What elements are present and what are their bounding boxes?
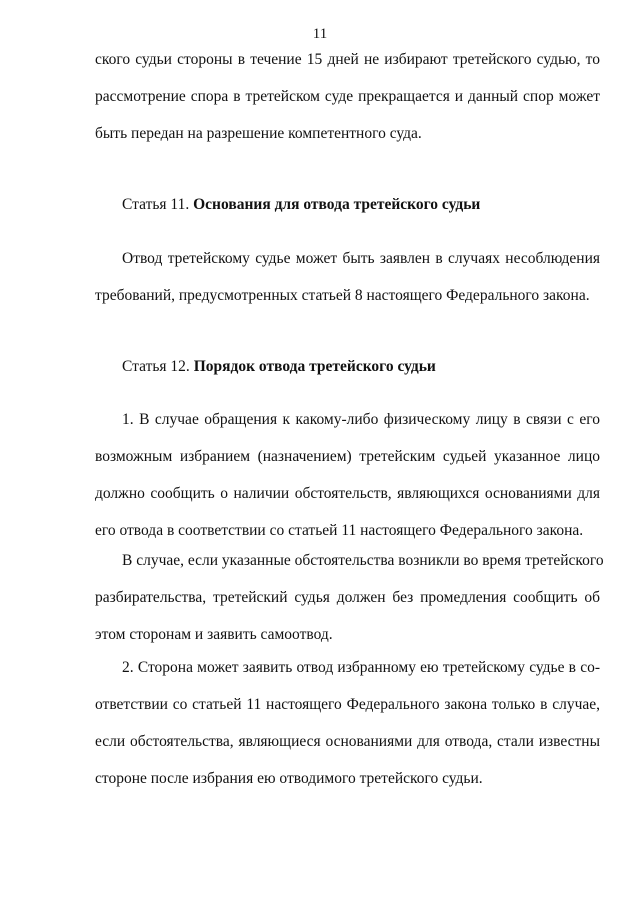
article-11-title: Основания для отвода третейского судьи <box>193 196 481 213</box>
paragraph-line: должно сообщить о наличии обстоятельств, являющихся основаниями для <box>95 485 600 502</box>
paragraph-line: Отвод третейскому судье может быть заявлен в случаях несоблюдения <box>122 250 600 267</box>
article-12-title: Порядок отвода третейского судьи <box>193 358 436 375</box>
article-12-paragraph-1 <box>95 410 600 558</box>
paragraph-line: разбирательства, третейский судья должен без промедления сообщить об <box>95 589 600 606</box>
article-11-prefix: Статья 11. <box>122 196 190 213</box>
article-12-prefix: Статья 12. <box>122 358 190 375</box>
paragraph-line: возможным избранием (назначением) третейским судьей указанное лицо <box>95 448 600 465</box>
paragraph-line: ского судьи стороны в течение 15 дней не избирают третейского судью, то <box>95 51 600 68</box>
paragraph-line: рассмотрение спора в третейском суде прекращается и данный спор может <box>95 88 600 105</box>
page-number: 11 <box>312 26 328 42</box>
paragraph-line: 1. В случае обращения к какому-либо физическому лицу в связи с его <box>122 411 600 428</box>
paragraph-line: стороне после избрания ею отводимого третейского судьи. <box>95 770 483 787</box>
article-12-paragraph-3 <box>95 658 600 806</box>
article-12-paragraph-2 <box>95 551 604 662</box>
paragraph-line: В случае, если указанные обстоятельства возникли во время третейского <box>122 552 604 569</box>
article-11-heading <box>122 195 480 215</box>
paragraph-line: 2. Сторона может заявить отвод избранному ею третейскому судье в со- <box>122 659 600 676</box>
paragraph-line: если обстоятельства, являющиеся основаниями для отвода, стали известны <box>95 733 600 750</box>
paragraph-line: его отвода в соответствии со статьей 11 настоящего Федерального закона. <box>95 522 584 539</box>
paragraph-line: быть передан на разрешение компетентного суда. <box>95 125 422 142</box>
paragraph-line: этом сторонам и заявить самоотвод. <box>95 626 333 643</box>
intro-paragraph <box>95 50 600 161</box>
paragraph-line: требований, предусмотренных статьей 8 настоящего Федерального закона. <box>95 287 590 304</box>
paragraph-line: ответствии со статьей 11 настоящего Федерального закона только в случае, <box>95 696 600 713</box>
article-12-heading <box>122 357 436 377</box>
article-11-paragraph <box>95 249 600 323</box>
